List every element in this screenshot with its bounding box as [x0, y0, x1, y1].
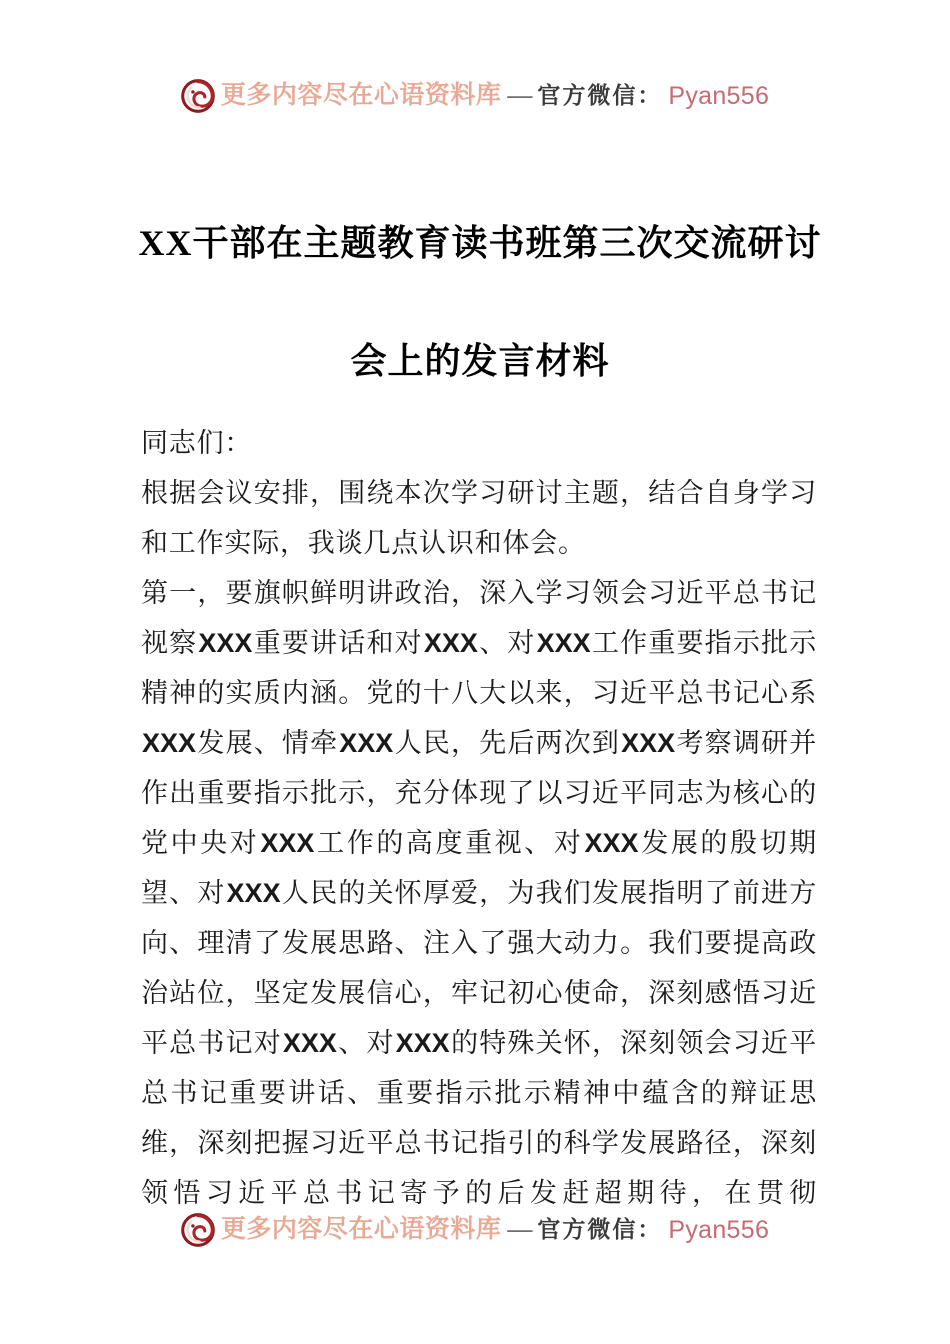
document-title-line-1: XX干部在主题教育读书班第三次交流研讨: [138, 223, 822, 264]
xinyu-swirl-logo-icon: [181, 1213, 215, 1247]
placeholder-token: XXX: [226, 878, 281, 908]
placeholder-token: XXX: [621, 728, 676, 758]
watermark-dash: —: [507, 1215, 532, 1243]
body-text-run: 发展的殷切期望、对: [141, 828, 817, 908]
placeholder-token: XXX: [395, 1028, 450, 1058]
placeholder-token: XXX: [142, 728, 197, 758]
body-text-run: 发展、情牵: [197, 728, 339, 758]
body-text-run: 工作的高度重视、对: [315, 828, 584, 858]
watermark-dash: —: [507, 81, 532, 109]
placeholder-token: XXX: [584, 828, 639, 858]
footer-watermark: [0, 1212, 950, 1246]
placeholder-token: XXX: [339, 728, 394, 758]
placeholder-token: XXX: [260, 828, 315, 858]
placeholder-token: XXX: [536, 628, 591, 658]
body-text-run: 工作重要指示批示精神的实质内涵。党的十八大以来，习近平总书记心系: [141, 628, 817, 708]
document-title: [135, 184, 825, 420]
body-text-run: 人民的关怀厚爱，为我们发展指明了前进方向、理清了发展思路、注入了强大动力。我们要提高政治站位，坚定发展信心，牢记初心使命，深刻感悟习近平总书记对: [141, 878, 817, 1058]
watermark-wechat-handle: Pyan556: [668, 1215, 770, 1244]
watermark-brand-text: 更多内容尽在心语资料库: [220, 81, 502, 109]
body-text-run: 人民，先后两次到: [394, 728, 621, 758]
placeholder-token: XXX: [282, 1028, 337, 1058]
xinyu-swirl-logo-icon: [181, 79, 215, 113]
watermark-wechat-label: 官方微信：: [537, 1216, 663, 1242]
watermark-brand-text: 更多内容尽在心语资料库: [220, 1215, 502, 1243]
body-text-run: 、对: [478, 628, 536, 658]
body-text-run: 重要讲话和对: [253, 628, 423, 658]
watermark-wechat-label: 官方微信：: [537, 82, 663, 108]
body-paragraph-2: [141, 568, 817, 1218]
body-text-run: 考察调研并作出重要指示批示，充分体现了以习近平同志为核心的党中央对: [141, 728, 817, 858]
body-text-run: 第一，要旗帜鲜明讲政治，深入学习领会习近平总书记视察: [141, 578, 817, 658]
placeholder-token: XXX: [423, 628, 478, 658]
salutation: 同志们：: [141, 428, 253, 458]
body-text-run: 、对: [337, 1028, 395, 1058]
body-paragraph-1: 根据会议安排，围绕本次学习研讨主题，结合自身学习和工作实际，我谈几点认识和体会。: [141, 478, 817, 558]
placeholder-token: XXX: [198, 628, 253, 658]
document-body: [141, 418, 817, 1218]
document-title-line-2: 会上的发言材料: [350, 341, 610, 382]
body-text-run: 的特殊关怀，深刻领会习近平总书记重要讲话、重要指示批示精神中蕴含的辩证思维，深刻把握习近平总书记指引的科学发展路径，深刻领悟习近平总书记寄予的后发赶超期待，在贯彻: [141, 1028, 817, 1208]
header-watermark: [0, 78, 950, 112]
watermark-wechat-handle: Pyan556: [668, 81, 770, 110]
